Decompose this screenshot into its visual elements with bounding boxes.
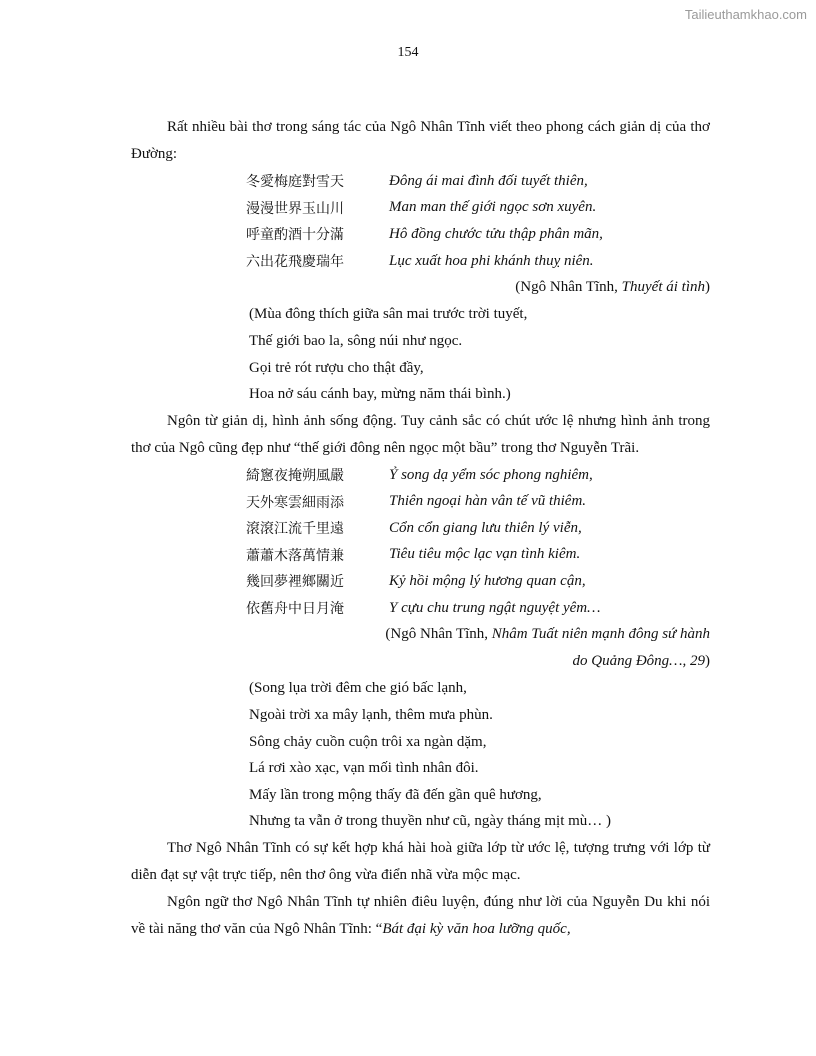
transliteration: Đông ái mai đình đối tuyết thiên, [389,172,588,189]
translation-line: Ngoài trời xa mây lạnh, thêm mưa phùn. [249,706,493,723]
translation-line: Lá rơi xào xạc, vạn mối tình nhân đôi. [249,760,479,777]
han-text: 綺窻夜掩朔風嚴 [246,468,344,485]
transliteration: Kỷ hồi mộng lý hương quan cận, [389,572,586,589]
source-close: ) [705,653,710,670]
paragraph-language [131,889,710,943]
han-text: 滾滾江流千里遠 [246,521,344,538]
transliteration: Man man thế giới ngọc sơn xuyên. [389,199,597,216]
translation-line: (Song lụa trời đêm che gió bấc lạnh, [249,680,467,697]
transliteration: Hô đồng chước tửu thập phân mãn, [389,225,603,242]
poem-line [246,195,710,222]
han-text: 漫漫世界玉山川 [246,200,344,217]
paragraph-style: Thơ Ngô Nhân Tĩnh có sự kết hợp khá hài hoà giữa lớp từ ước lệ, tượng trưng với lớp từ diễn đạt sự vật trực tiếp, nên thơ ông vừa điển nhã vừa mộc mạc. [131,839,710,883]
transliteration: Lục xuất hoa phi khánh thuỵ niên. [389,252,594,269]
translation-line: (Mùa đông thích giữa sân mai trước trời tuyết, [249,306,528,323]
poem-line [246,568,710,595]
watermark: Tailieuthamkhao.com [684,7,807,22]
source-title-cont: do Quảng Đông…, 29 [572,653,705,670]
source-close: ) [705,279,710,296]
page-body [131,114,710,943]
source-title: Thuyết ái tình [621,279,705,296]
translation-1 [249,301,710,407]
page-number: 154 [397,45,419,60]
source-title: Nhâm Tuất niên mạnh đông sứ hành [491,626,710,643]
paragraph-text: Ngôn ngữ thơ Ngô Nhân Tĩnh tự nhiên điêu luyện, đúng như lời của Nguyễn Du khi nói về tài năng thơ văn của Ngô Nhân Tĩnh: “ [131,893,710,937]
quote-italic: Bát đại kỳ văn hoa lưỡng quốc, [382,920,571,937]
poem-line [246,168,710,195]
source-author: (Ngô Nhân Tĩnh, [385,626,492,643]
translation-line: Gọi trẻ rót rượu cho thật đầy, [249,359,424,376]
poem-line [246,515,710,542]
poem-line [246,595,710,622]
poem-line [246,462,710,489]
poem-line [246,488,710,515]
han-text: 幾回夢裡鄉關近 [246,574,344,591]
source-author: (Ngô Nhân Tĩnh, [515,279,622,296]
han-text: 蕭蕭木落萬情兼 [246,547,344,564]
poem-2-source [131,621,710,675]
han-text: 六出花飛慶瑞年 [246,254,344,271]
translation-line: Thế giới bao la, sông núi như ngọc. [249,332,463,349]
transliteration: Cổn cổn giang lưu thiên lý viễn, [389,519,582,536]
translation-2 [249,675,710,835]
transliteration: Thiên ngoại hàn vân tế vũ thiêm. [389,493,587,510]
poem-line [246,542,710,569]
poem-1-source [131,274,710,301]
poem-2 [246,462,710,622]
paragraph-comment: Ngôn từ giản dị, hình ảnh sống động. Tuy cảnh sắc có chút ước lệ nhưng hình ảnh trong thơ của Ngô cũng đẹp như “thế giới đông nên ngọc một bầu” trong thơ Nguyễn Trãi. [131,412,710,456]
transliteration: Ỷ song dạ yểm sóc phong nghiêm, [389,466,593,483]
han-text: 依舊舟中日月淹 [246,601,344,618]
han-text: 天外寒雲細雨添 [246,494,344,511]
transliteration: Tiêu tiêu mộc lạc vạn tình kiêm. [389,546,581,563]
translation-line: Sông chảy cuồn cuộn trôi xa ngàn dặm, [249,733,487,750]
poem-1 [246,168,710,274]
translation-line: Hoa nở sáu cánh bay, mừng năm thái bình.) [249,386,511,403]
poem-line [246,248,710,275]
han-text: 冬愛梅庭對雪天 [246,174,344,191]
poem-line [246,221,710,248]
paragraph-intro: Rất nhiều bài thơ trong sáng tác của Ngô Nhân Tĩnh viết theo phong cách giản dị của thơ Đường: [131,119,710,162]
translation-line: Mấy lần trong mộng thấy đã đến gần quê hương, [249,786,542,803]
translation-line: Nhưng ta vẫn ở trong thuyền như cũ, ngày tháng mịt mù… ) [249,813,612,830]
han-text: 呼童酌酒十分滿 [246,227,344,244]
transliteration: Y cựu chu trung ngật nguyệt yêm… [389,599,601,616]
